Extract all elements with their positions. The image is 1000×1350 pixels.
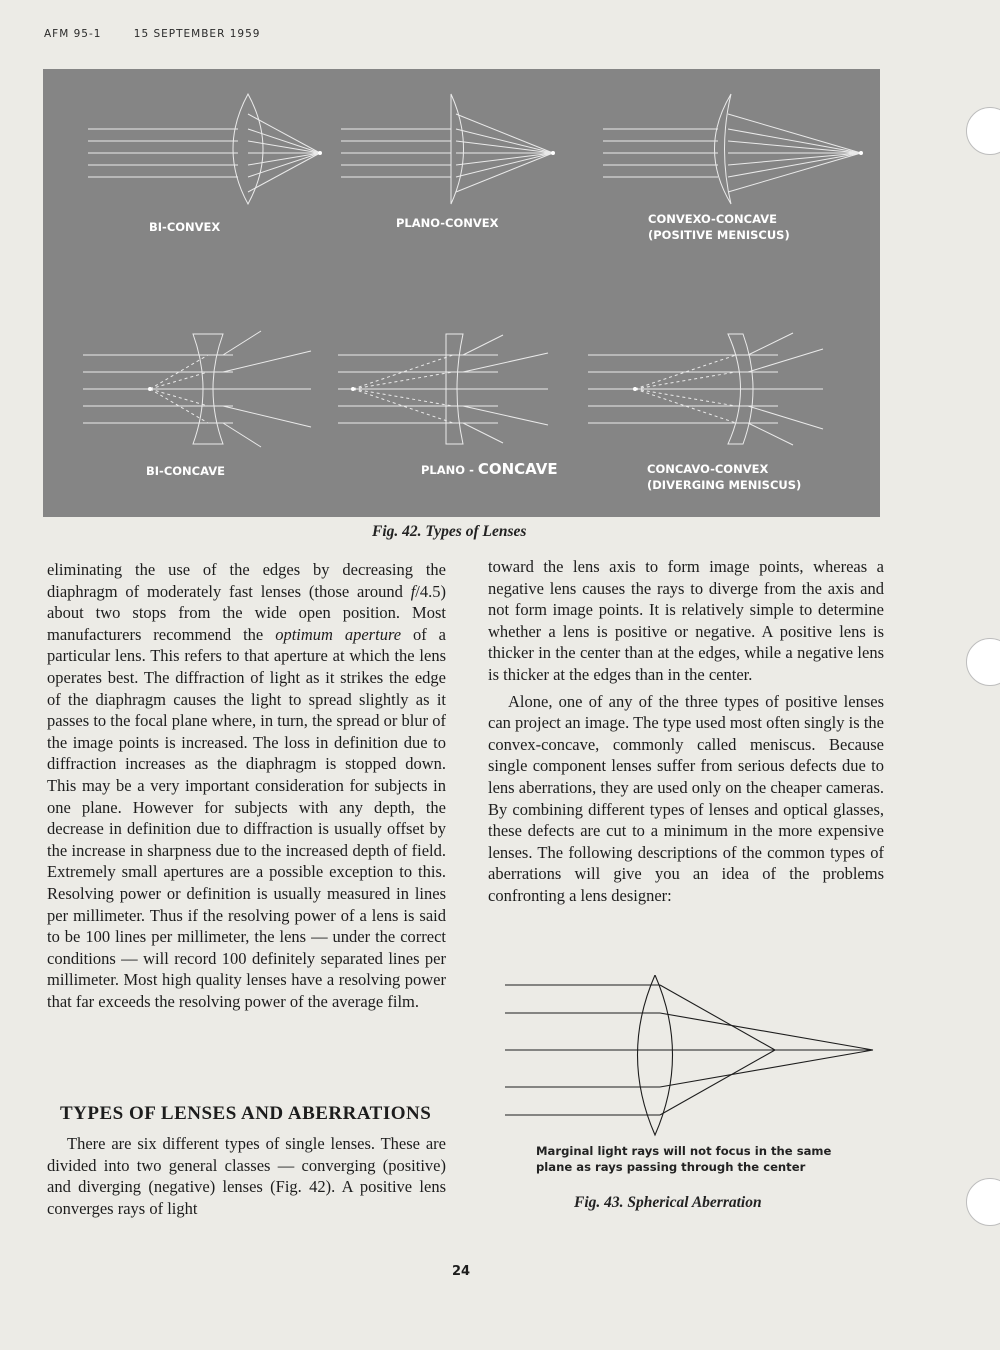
- right-paragraph-1: toward the lens axis to form image points, whereas a negative lens causes the rays to diverge from the axis and not form image points. It is relatively simple to determine whether a lens is positive or negative. A positive lens is thicker in the center than at the edges, while a negative lens is thicker at the edges than in the center.: [488, 557, 884, 684]
- label-planoconcave-part1: PLANO: [421, 463, 466, 477]
- label-convexoconcave-line2: (POSITIVE MENISCUS): [648, 228, 790, 242]
- right-paragraph-2: Alone, one of any of the three types of positive lenses can project an image. The type used most often singly is the convex-concave, commonly called meniscus. Because single component lenses suffer from serious defects due to lens aberrations, they are used only on the cheaper cameras. By combining different types of lenses and optical glasses, these defects are cut to a minimum in the more expensive lenses. The following descriptions of the common types of aberrations will give you an idea of the problems confronting a lens designer:: [488, 691, 884, 905]
- figure-42-caption: Fig. 42. Types of Lenses: [372, 523, 527, 540]
- left-p1-emphasis: optimum aperture: [275, 624, 402, 644]
- page-number: 24: [452, 1264, 471, 1279]
- figure-43-spherical-aberration: [505, 975, 885, 1145]
- label-biconvex: BI-CONVEX: [149, 220, 221, 234]
- right-column: [488, 556, 884, 907]
- concavoconvex-lens-diagram: [588, 329, 848, 449]
- left-column-lower: [47, 1133, 446, 1219]
- doc-id: AFM 95-1: [44, 28, 102, 40]
- section-heading: TYPES OF LENSES AND ABERRATIONS: [60, 1103, 432, 1124]
- biconcave-lens-diagram: [83, 329, 313, 449]
- left-column: [47, 559, 446, 1012]
- label-planoconcave-part2: CONCAVE: [477, 460, 558, 478]
- label-planoconvex: PLANO-CONVEX: [396, 216, 499, 230]
- convexoconcave-lens-diagram: [603, 89, 873, 209]
- binder-hole-middle: [966, 638, 1000, 686]
- running-header: [44, 28, 288, 40]
- left-p1-text-b: /4.5) about two stops from the wide open position. Most manufacturers recommend the: [47, 581, 446, 644]
- doc-date: 15 SEPTEMBER 1959: [133, 28, 261, 40]
- left-p1-text-c: of a particular lens. This refers to that aperture at which the lens operates best. The diffraction of light as it strikes the edge of the diaphragm causes the light to spread slightly as it passes to the focal plane where, in turn, the spread or blur of the image points is increased. The loss in definition due to diffraction increases as the diaphragm is stopped down. This may be a very important consideration for subjects in one plane. However for subjects with any depth, the decrease in definition due to diffraction is usually offset by the increase in sharpness due to the increased depth of field. Extremely small apertures are a possible exception to this. Resolving power or definition is usually measured in lines per millimeter. Thus if the resolving power of a lens is said to be 100 lines per millimeter, the lens — under the correct conditions — will record 100 definitely separated lines per millimeter. Most high quality lenses have a resolving power that far exceeds the resolving power of the average film.: [47, 624, 446, 1011]
- label-biconcave: BI-CONCAVE: [146, 464, 225, 478]
- figure-43-note: Marginal light rays will not focus in the same plane as rays passing through the center: [536, 1144, 832, 1174]
- binder-hole-top: [966, 107, 1000, 155]
- label-concavoconvex: [647, 461, 801, 493]
- figure-42-lens-types: [43, 69, 880, 517]
- left-paragraph-2: There are six different types of single lenses. These are divided into two general classes — converging (positive) and diverging (negative) lenses (Fig. 42). A positive lens converges rays of light: [47, 1134, 446, 1218]
- label-planoconcave-dash: -: [465, 463, 478, 477]
- planoconcave-lens-diagram: [338, 329, 568, 449]
- label-concavoconvex-line2: (DIVERGING MENISCUS): [647, 478, 802, 492]
- label-convexoconcave: [648, 211, 790, 243]
- binder-hole-bottom: [966, 1178, 1000, 1226]
- planoconvex-lens-diagram: [341, 89, 561, 209]
- left-p1-f-stop: f: [410, 581, 416, 601]
- left-p1-text-a: eliminating the use of the edges by decreasing the diaphragm of moderately fast lenses (those around: [47, 560, 446, 601]
- left-paragraph-1: [47, 559, 446, 1012]
- label-convexoconcave-line1: CONVEXO-CONCAVE: [648, 212, 777, 226]
- biconvex-lens-diagram: [88, 89, 333, 209]
- label-planoconcave: [421, 461, 558, 478]
- label-concavoconvex-line1: CONCAVO-CONVEX: [647, 462, 769, 476]
- figure-43-caption: Fig. 43. Spherical Aberration: [574, 1194, 762, 1211]
